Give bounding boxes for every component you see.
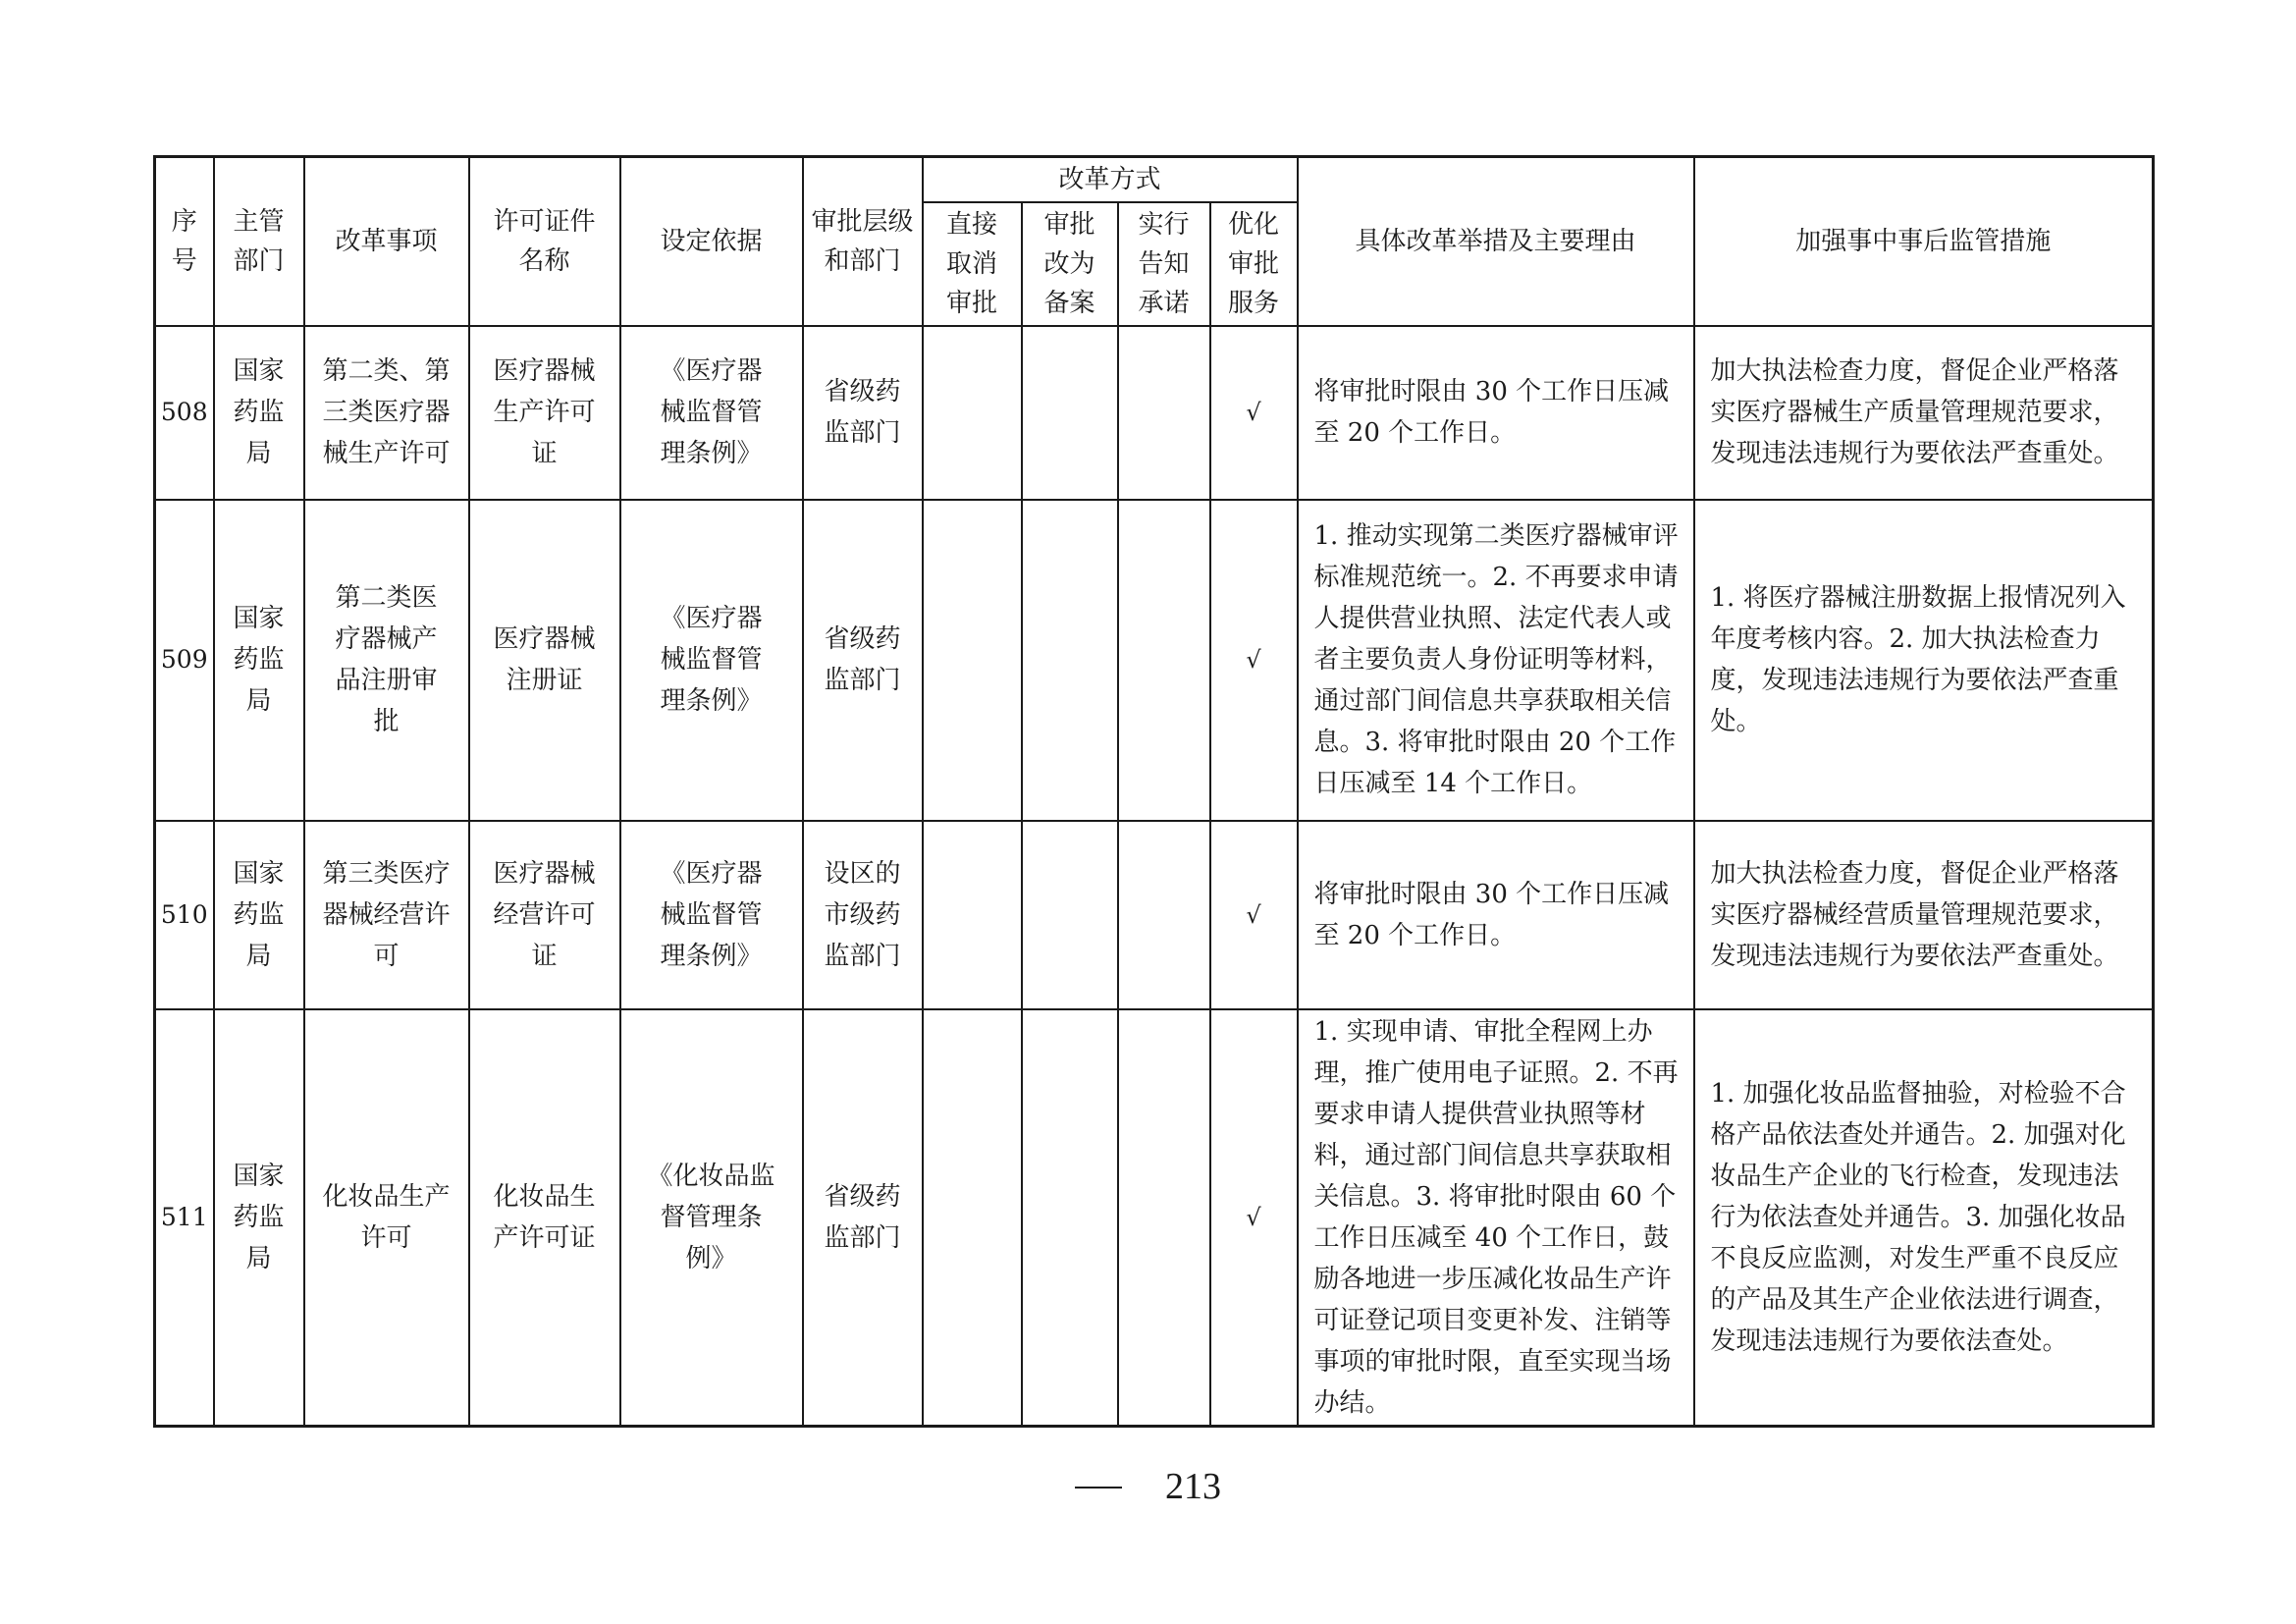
row-mode-notify — [1118, 500, 1210, 821]
row-mode-optimize-check: √ — [1210, 326, 1298, 500]
header-mode-record: 审批改为备案 — [1022, 202, 1118, 326]
page-number: 213 — [1165, 1466, 1221, 1507]
table-row — [155, 500, 2154, 821]
header-basis: 设定依据 — [620, 157, 803, 326]
row-level: 省级药监部门 — [803, 1009, 923, 1427]
row-mode-cancel — [923, 326, 1022, 500]
page-footer — [0, 1465, 2296, 1509]
row-basis: 《化妆品监督管理条例》 — [620, 1009, 803, 1427]
row-seq: 509 — [155, 500, 214, 821]
row-mode-record — [1022, 821, 1118, 1009]
row-seq: 511 — [155, 1009, 214, 1427]
header-supervision: 加强事中事后监管措施 — [1694, 157, 2154, 326]
row-basis: 《医疗器械监督管理条例》 — [620, 821, 803, 1009]
row-license: 医疗器械生产许可证 — [469, 326, 620, 500]
row-mode-notify — [1118, 326, 1210, 500]
header-license: 许可证件名称 — [469, 157, 620, 326]
header-mode-cancel: 直接取消审批 — [923, 202, 1022, 326]
page-number-dash — [1075, 1487, 1122, 1489]
header-mode-optimize: 优化审批服务 — [1210, 202, 1298, 326]
row-mode-record — [1022, 326, 1118, 500]
header-mode-notify: 实行告知承诺 — [1118, 202, 1210, 326]
row-supervision: 加大执法检查力度，督促企业严格落实医疗器械经营质量管理规范要求，发现违法违规行为要依法严查重处。 — [1694, 821, 2154, 1009]
row-dept: 国家药监局 — [214, 821, 304, 1009]
row-mode-cancel — [923, 500, 1022, 821]
header-dept: 主管部门 — [214, 157, 304, 326]
header-measures: 具体改革举措及主要理由 — [1298, 157, 1694, 326]
row-basis: 《医疗器械监督管理条例》 — [620, 326, 803, 500]
table-row — [155, 326, 2154, 500]
header-reform-mode-group: 改革方式 — [923, 157, 1298, 202]
row-level: 省级药监部门 — [803, 326, 923, 500]
row-item: 第二类、第三类医疗器械生产许可 — [304, 326, 469, 500]
row-item: 第二类医疗器械产品注册审批 — [304, 500, 469, 821]
table-row — [155, 821, 2154, 1009]
row-item: 化妆品生产许可 — [304, 1009, 469, 1427]
row-mode-record — [1022, 500, 1118, 821]
row-mode-optimize-check: √ — [1210, 821, 1298, 1009]
row-measures: 将审批时限由 30 个工作日压减至 20 个工作日。 — [1298, 326, 1694, 500]
row-level: 省级药监部门 — [803, 500, 923, 821]
row-license: 医疗器械经营许可证 — [469, 821, 620, 1009]
row-license: 医疗器械注册证 — [469, 500, 620, 821]
row-mode-cancel — [923, 1009, 1022, 1427]
header-item: 改革事项 — [304, 157, 469, 326]
table-row — [155, 1009, 2154, 1427]
row-seq: 510 — [155, 821, 214, 1009]
row-measures: 将审批时限由 30 个工作日压减至 20 个工作日。 — [1298, 821, 1694, 1009]
row-mode-optimize-check: √ — [1210, 1009, 1298, 1427]
row-level: 设区的市级药监部门 — [803, 821, 923, 1009]
row-measures: 1. 实现申请、审批全程网上办理，推广使用电子证照。2. 不再要求申请人提供营业执照等材料，通过部门间信息共享获取相关信息。3. 将审批时限由 60 个工作日压减至 40 个工作日，鼓励各地进一步压减化妆品生产许可证登记项目变更补发、注销等事项的审批时限，直至实现当场办结。 — [1298, 1009, 1694, 1427]
row-license: 化妆品生产许可证 — [469, 1009, 620, 1427]
header-level: 审批层级和部门 — [803, 157, 923, 326]
row-mode-notify — [1118, 821, 1210, 1009]
header-seq: 序号 — [155, 157, 214, 326]
row-dept: 国家药监局 — [214, 1009, 304, 1427]
row-seq: 508 — [155, 326, 214, 500]
row-supervision: 加大执法检查力度，督促企业严格落实医疗器械生产质量管理规范要求，发现违法违规行为要依法严查重处。 — [1694, 326, 2154, 500]
row-supervision: 1. 将医疗器械注册数据上报情况列入年度考核内容。2. 加大执法检查力度，发现违法违规行为要依法严查重处。 — [1694, 500, 2154, 821]
reform-table — [153, 155, 2155, 1428]
row-measures: 1. 推动实现第二类医疗器械审评标准规范统一。2. 不再要求申请人提供营业执照、法定代表人或者主要负责人身份证明等材料，通过部门间信息共享获取相关信息。3. 将审批时限由 20 个工作日压减至 14 个工作日。 — [1298, 500, 1694, 821]
header-row-top — [155, 157, 2154, 202]
row-supervision: 1. 加强化妆品监督抽验，对检验不合格产品依法查处并通告。2. 加强对化妆品生产企业的飞行检查，发现违法行为依法查处并通告。3. 加强化妆品不良反应监测，对发生严重不良反应的产品及其生产企业依法进行调查，发现违法违规行为要依法查处。 — [1694, 1009, 2154, 1427]
row-item: 第三类医疗器械经营许可 — [304, 821, 469, 1009]
row-mode-notify — [1118, 1009, 1210, 1427]
row-dept: 国家药监局 — [214, 500, 304, 821]
row-mode-cancel — [923, 821, 1022, 1009]
row-dept: 国家药监局 — [214, 326, 304, 500]
row-mode-optimize-check: √ — [1210, 500, 1298, 821]
row-mode-record — [1022, 1009, 1118, 1427]
row-basis: 《医疗器械监督管理条例》 — [620, 500, 803, 821]
